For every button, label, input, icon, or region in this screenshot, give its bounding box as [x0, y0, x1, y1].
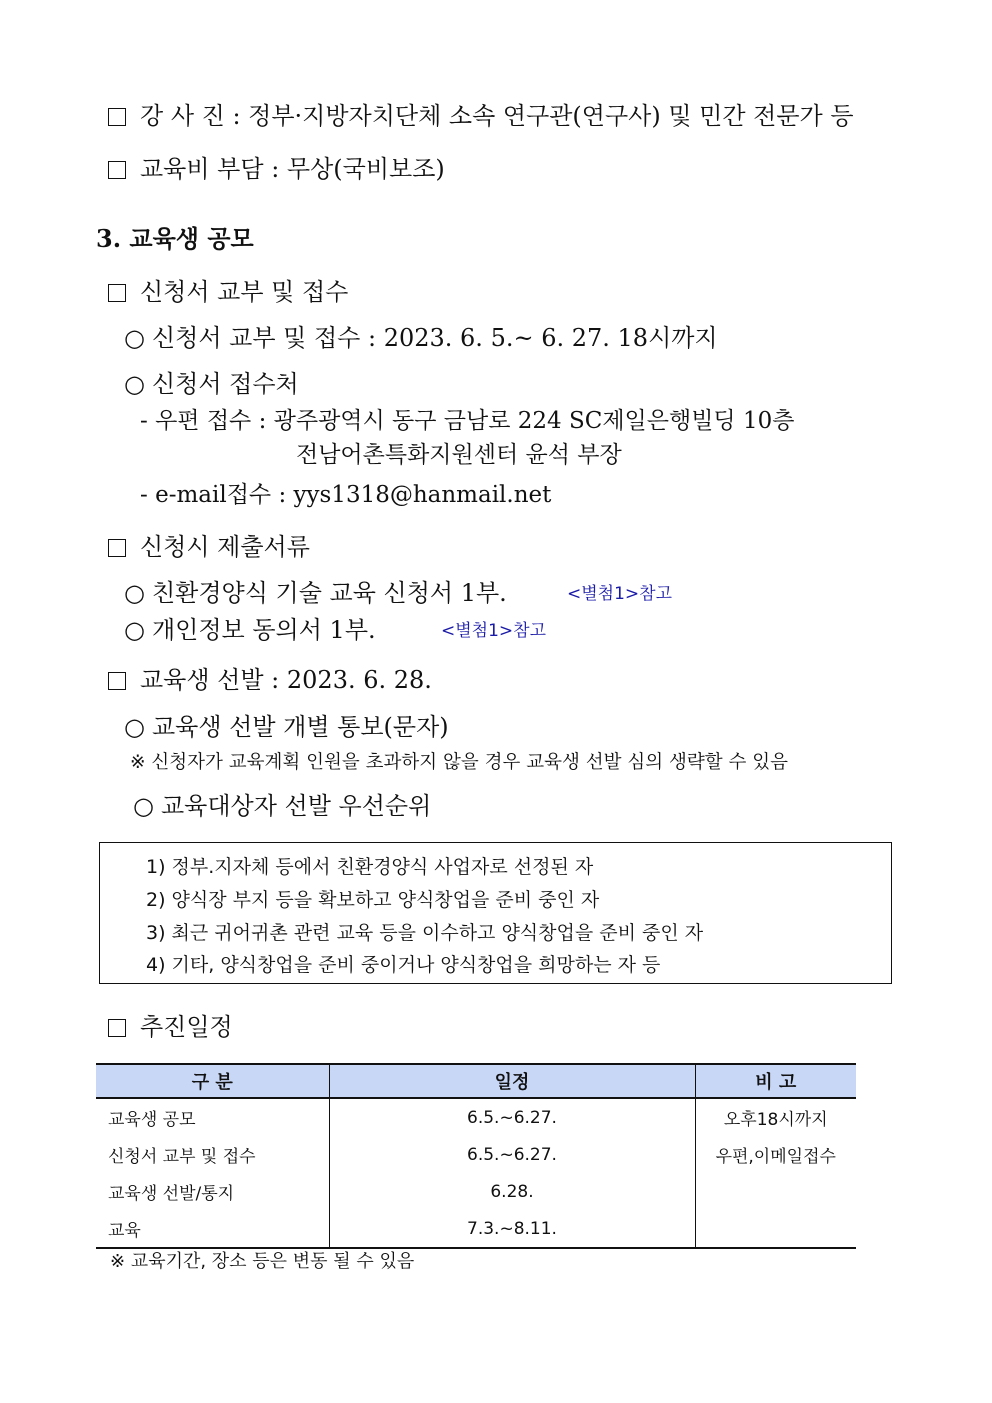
selection-notify: 교육생 선발 개별 통보(문자)	[152, 713, 449, 741]
mail-label: - 우편 접수 :	[140, 408, 267, 434]
documents-heading: 신청시 제출서류	[140, 533, 310, 561]
application-place-heading: 신청서 접수처	[152, 370, 299, 398]
selection-notify-line	[124, 713, 449, 742]
application-place-line	[124, 370, 299, 399]
table-row	[96, 1210, 856, 1248]
table-row	[96, 1136, 856, 1173]
mail-address-1: 광주광역시 동구 금남로 224 SC제일은행빌딩 10층	[273, 408, 795, 434]
table-row	[96, 1173, 856, 1210]
header-note: 비 고	[695, 1064, 856, 1098]
email-label: - e-mail접수 :	[140, 482, 287, 508]
circle-bullet-icon: ○	[124, 324, 145, 352]
instructors-line: 강 사 진 : 정부·지방자치단체 소속 연구관(연구사) 및 민간 전문가 등	[108, 102, 854, 131]
education-cost-line: 교육비 부담 : 무상(국비보조)	[108, 155, 445, 184]
priority-item: 1) 정부.지자체 등에서 친환경양식 사업자로 선정된 자	[146, 856, 594, 878]
selection-heading: 교육생 선발 : 2023. 6. 28.	[140, 666, 432, 694]
circle-bullet-icon: ○	[124, 713, 145, 741]
row-note	[695, 1210, 856, 1248]
application-period: 신청서 교부 및 접수 : 2023. 6. 5.~ 6. 27. 18시까지	[152, 324, 718, 352]
header-date: 일정	[329, 1064, 695, 1098]
document-item-note: <별첨1>참고	[441, 621, 546, 641]
schedule-footnote: ※ 교육기간, 장소 등은 변동 될 수 있음	[110, 1251, 415, 1272]
application-period-line	[124, 324, 718, 353]
row-item: 교육생 공모	[108, 1110, 196, 1130]
empty-square-icon	[108, 539, 126, 557]
empty-square-icon	[108, 1019, 126, 1037]
row-item: 교육	[108, 1221, 141, 1241]
row-note	[695, 1173, 856, 1210]
schedule-table	[96, 1063, 856, 1249]
priority-item: 4) 기타, 양식창업을 준비 중이거나 양식창업을 희망하는 자 등	[146, 954, 661, 976]
document-item	[124, 579, 507, 608]
selection-heading-line	[108, 666, 432, 695]
table-header-row	[96, 1064, 856, 1098]
application-heading-line	[108, 278, 348, 307]
education-cost-label: 교육비 부담	[140, 155, 264, 183]
circle-bullet-icon: ○	[133, 792, 154, 820]
document-item-text: 친환경양식 기술 교육 신청서 1부.	[152, 579, 507, 607]
row-date: 6.5.~6.27.	[329, 1136, 695, 1173]
priority-item: 3) 최근 귀어귀촌 관련 교육 등을 이수하고 양식창업을 준비 중인 자	[146, 922, 704, 944]
empty-square-icon	[108, 161, 126, 179]
priority-item: 2) 양식장 부지 등을 확보하고 양식창업을 준비 중인 자	[146, 889, 600, 911]
row-date: 7.3.~8.11.	[329, 1210, 695, 1248]
empty-square-icon	[108, 672, 126, 690]
row-item: 교육생 선발/통지	[108, 1184, 235, 1204]
selection-remark: ※ 신청자가 교육계획 인원을 초과하지 않을 경우 교육생 선발 심의 생략할 수 있음	[130, 752, 788, 773]
circle-bullet-icon: ○	[124, 579, 145, 607]
document-item-text: 개인정보 동의서 1부.	[152, 616, 376, 644]
schedule-heading-line	[108, 1013, 233, 1042]
circle-bullet-icon: ○	[124, 616, 145, 644]
circle-bullet-icon: ○	[124, 370, 145, 398]
instructors-value: 정부·지방자치단체 소속 연구관(연구사) 및 민간 전문가 등	[248, 102, 854, 130]
schedule-heading: 추진일정	[140, 1013, 233, 1041]
instructors-label: 강 사 진	[140, 102, 225, 130]
mail-address-2: 전남어촌특화지원센터 윤석 부장	[296, 442, 622, 468]
education-cost-value: 무상(국비보조)	[286, 155, 445, 183]
document-item-note: <별첨1>참고	[567, 584, 672, 604]
row-note: 우편,이메일접수	[695, 1136, 856, 1173]
application-heading: 신청서 교부 및 접수	[140, 278, 349, 306]
row-date: 6.28.	[329, 1173, 695, 1210]
mail-line	[140, 408, 794, 436]
documents-heading-line	[108, 533, 310, 562]
row-item: 신청서 교부 및 접수	[108, 1147, 256, 1167]
header-category: 구 분	[96, 1064, 329, 1098]
email-line	[140, 482, 551, 510]
table-row	[96, 1098, 856, 1136]
priority-heading-line	[133, 792, 431, 821]
empty-square-icon	[108, 108, 126, 126]
row-date: 6.5.~6.27.	[329, 1098, 695, 1136]
row-note: 오후18시까지	[695, 1098, 856, 1136]
empty-square-icon	[108, 284, 126, 302]
email-value: yys1318@hanmail.net	[293, 482, 552, 508]
document-item	[124, 616, 376, 645]
priority-box	[99, 842, 892, 984]
section-title: 3. 교육생 공모	[96, 224, 254, 253]
priority-heading: 교육대상자 선발 우선순위	[161, 792, 432, 820]
